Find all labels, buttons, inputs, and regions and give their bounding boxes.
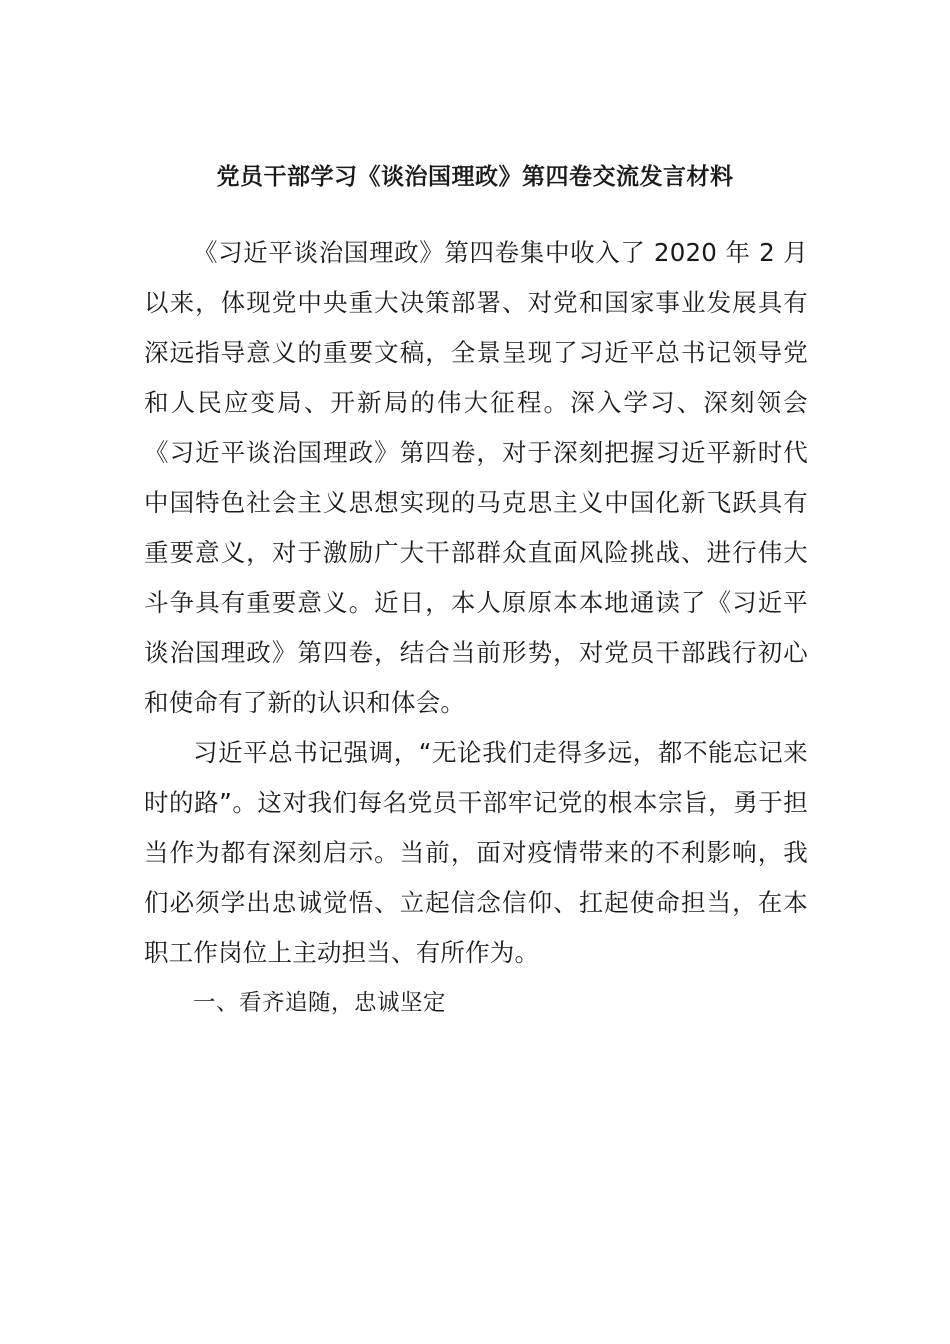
section-heading: 一、看齐追随，忠诚坚定 [193, 990, 447, 1016]
paragraph-intro: 《习近平谈治国理政》第四卷集中收入了 2020 年 2 月以来，体现党中央重大决策部署、对党和国家事业发展具有深远指导意义的重要文稿，全景呈现了习近平总书记领导党和人民应变局、开新局的伟大征程。深入学习、深刻领会《习近平谈治国理政》第四卷，对于深刻把握习近平新时代中国特色社会主义思想实现的马克思主义中国化新飞跃具有重要意义，对于激励广大干部群众直面风险挑战、进行伟大斗争具有重要意义。近日，本人原原本本地通读了《习近平谈治国理政》第四卷，结合当前形势，对党员干部践行初心和使命有了新的认识和体会。 [144, 238, 808, 717]
paragraph-quote: 习近平总书记强调，“无论我们走得多远，都不能忘记来时的路”。这对我们每名党员干部牢记党的根本宗旨，勇于担当作为都有深刻启示。当前，面对疫情带来的不利影响，我们必须学出忠诚觉悟、立起信念信仰、扛起使命担当，在本职工作岗位上主动担当、有所作为。 [144, 738, 808, 967]
document-title: 党员干部学习《谈治国理政》第四卷交流发言材料 [216, 164, 734, 190]
document-body [144, 228, 808, 1028]
